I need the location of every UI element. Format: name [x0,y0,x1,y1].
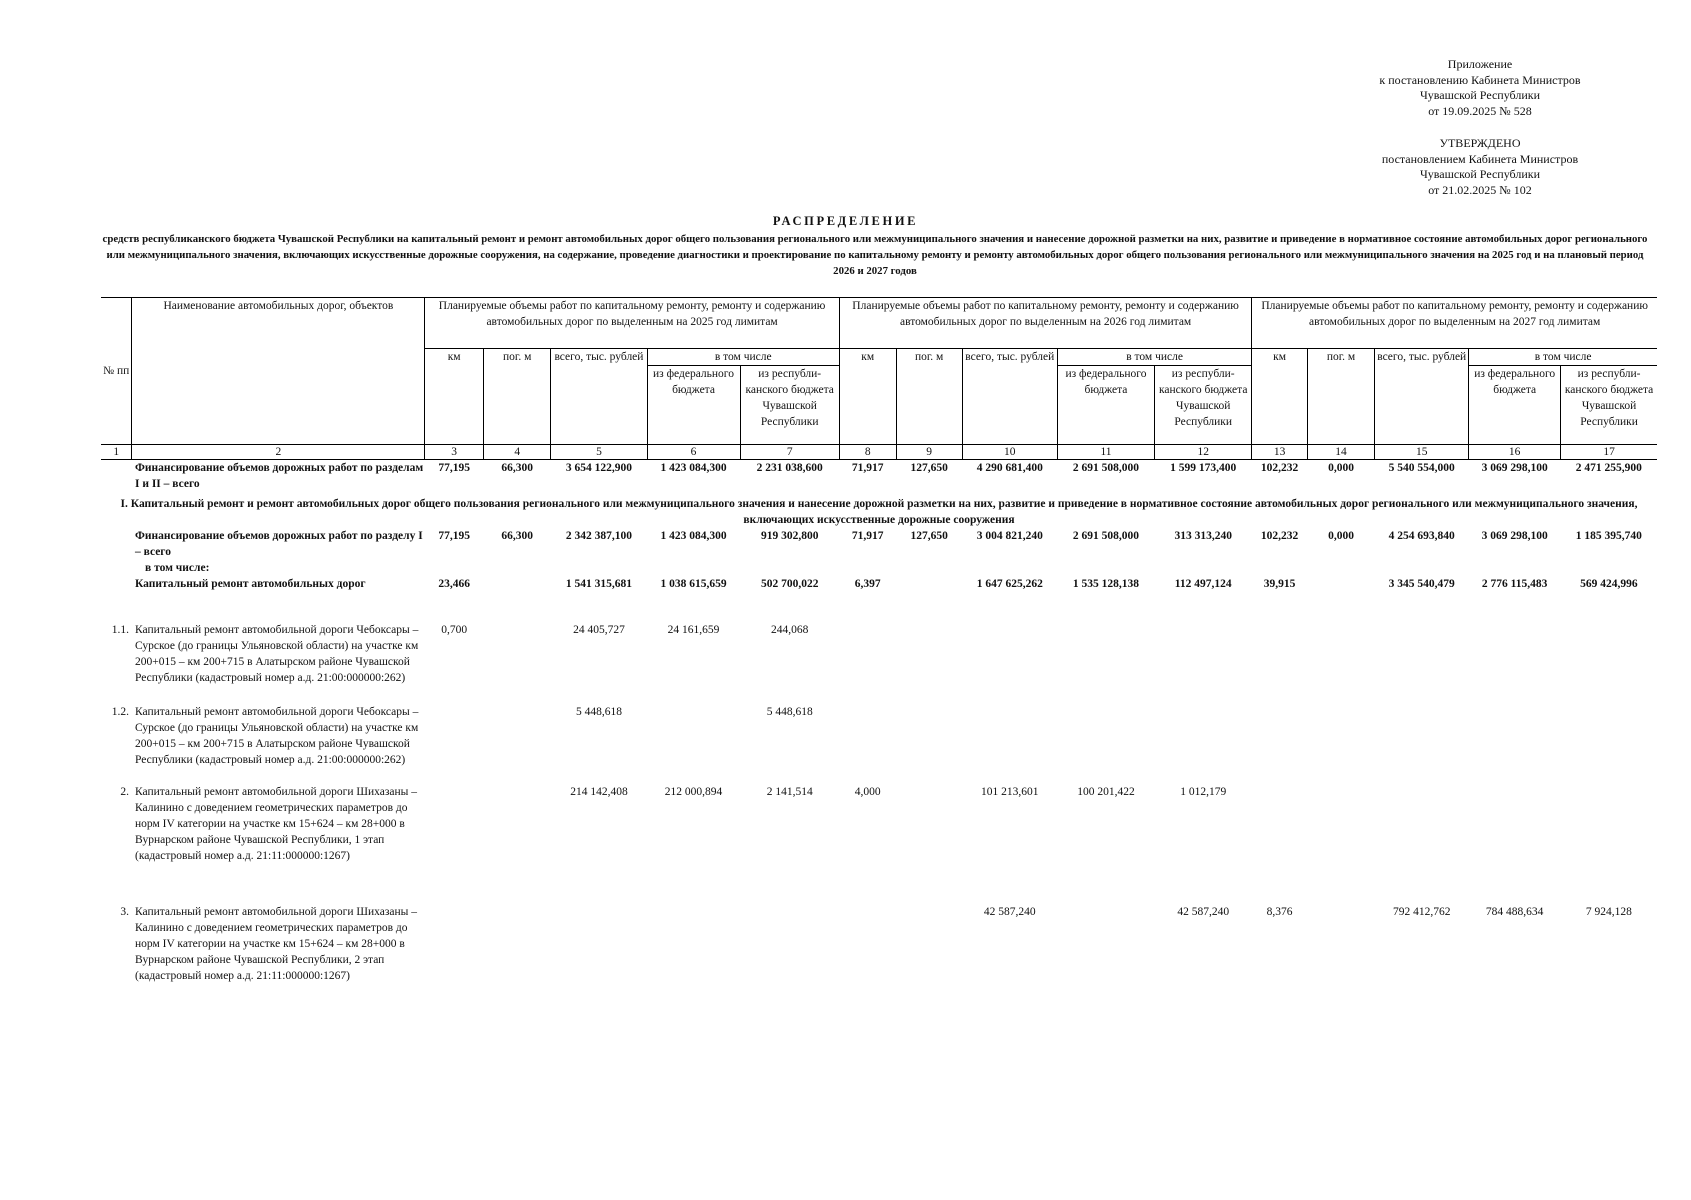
cell-value [1469,784,1561,904]
cell-value [484,622,551,704]
section-heading-row [101,496,1657,528]
cell-value: 1 599 173,400 [1170,462,1237,474]
header-fed: из федерального бюджета [1057,366,1154,445]
column-number: 8 [839,445,896,460]
cell-value: 313 313,240 [1174,530,1232,542]
header-group-2027: Планируемые объемы работ по капитальному ремонту, ремонту и содержанию автомобильных дорог по выделенным на 2027 год лимитам [1252,298,1657,349]
table-row [101,528,1657,576]
cell-value: 792 412,762 [1392,906,1451,918]
header-pogm: пог. м [896,349,962,445]
cell-value: 244,068 [771,624,809,636]
column-number: 14 [1307,445,1374,460]
cell-value: 2 691 508,000 [1072,530,1140,542]
column-number: 1 [101,445,132,460]
cell-value: 2 141,514 [766,786,813,798]
cell-value: 1 185 395,740 [1575,530,1642,542]
cell-value [551,904,647,1024]
column-number: 2 [132,445,425,460]
row-number: 1.2. [111,706,129,718]
cell-value [1307,576,1374,622]
cell-value: 0,700 [441,624,468,636]
cell-value: 3 004 821,240 [976,530,1043,542]
distribution-table [101,297,1657,1024]
cell-value: 77,195 [438,530,470,542]
appendix-line: от 19.09.2025 № 528 [1428,103,1532,118]
cell-value: 102,232 [1260,530,1299,542]
cell-value [1561,704,1657,784]
row-name: Финансирование объемов дорожных работ по разделам I и II – всего [134,462,424,490]
appendix-block [1330,57,1630,119]
header-incl: в том числе [647,349,839,366]
cell-value [1561,784,1657,904]
approved-line: от 21.02.2025 № 102 [1428,182,1532,197]
column-number-row [101,445,1657,460]
cell-value [1057,622,1154,704]
appendix-line: Приложение [1447,57,1513,71]
cell-value: 784 488,634 [1485,906,1544,918]
header-km: км [839,349,896,445]
cell-value: 214 142,408 [570,786,628,798]
cell-value [896,576,962,622]
header-col-no: № пп [101,298,132,445]
cell-value: 66,300 [501,462,534,474]
cell-value: 1 038 615,659 [660,578,727,590]
cell-value [839,904,896,1024]
column-number: 11 [1057,445,1154,460]
table-row [101,576,1657,622]
cell-value [484,904,551,1024]
cell-value: 24 161,659 [667,624,720,636]
header-group-2025: Планируемые объемы работ по капитальному ремонту, ремонту и содержанию автомобильных дорог по выделенным на 2025 год лимитам [425,298,840,349]
cell-value: 71,917 [851,530,884,542]
cell-value: 1 012,179 [1180,786,1227,798]
cell-value: 2 342 387,100 [565,530,632,542]
cell-value [896,904,962,1024]
row-number [101,460,132,497]
cell-value: 1 423 084,300 [660,462,727,474]
document-subtitle: средств республиканского бюджета Чувашской Республики на капитальный ремонт и ремонт автомобильных дорог общего пользования регионального или межмуниципального значения и нанесение дорожной разметки на них, развитие и приведение в нормативное состояние автомобильных дорог регионального или межмуниципального значения, включающих искусственные дорожные сооружения, на содержание, проведение диагностики и проектирование по капитальному ремонту и ремонту автомобильных дорог общего пользования регионального или межмуниципального значения на 2025 год и на плановый период 2026 и 2027 годов [102,233,1648,277]
column-number: 7 [740,445,839,460]
cell-value: 7 924,128 [1585,906,1632,918]
cell-value: 3 069 298,100 [1481,462,1548,474]
cell-value [896,784,962,904]
header-incl: в том числе [1057,349,1251,366]
cell-value: 569 424,996 [1580,578,1638,590]
cell-value: 2 691 508,000 [1072,462,1140,474]
cell-value: 502 700,022 [760,578,819,590]
cell-value: 4,000 [854,786,881,798]
cell-value [1561,622,1657,704]
cell-value: 1 541 315,681 [565,578,632,590]
cell-value [1252,622,1308,704]
cell-value: 102,232 [1260,462,1299,474]
column-number: 4 [484,445,551,460]
cell-value: 127,650 [910,530,948,542]
cell-value: 2 471 255,900 [1575,462,1642,474]
header-pogm: пог. м [484,349,551,445]
row-number: 2. [120,786,129,798]
cell-value [1375,704,1469,784]
cell-value: 5 540 554,000 [1388,462,1455,474]
cell-value [896,704,962,784]
cell-value [425,784,484,904]
cell-value [1057,904,1154,1024]
cell-value [484,704,551,784]
cell-value: 1 647 625,262 [976,578,1043,590]
row-name: Капитальный ремонт автомобильной дороги Шихазаны – Калинино с доведением геометрических параметров до норм IV категории на участке км 15+624 – км 28+000 в Вурнарском районе Чувашской Республики, 1 этап (кадастровый номер а.д. 21:11:000000:1267) [134,786,418,862]
row-name: Капитальный ремонт автомобильной дороги Шихазаны – Калинино с доведением геометрических параметров до норм IV категории на участке км 15+624 – км 28+000 в Вурнарском районе Чувашской Республики, 2 этап (кадастровый номер а.д. 21:11:000000:1267) [134,906,418,982]
cell-value [484,576,551,622]
cell-value: 212 000,894 [664,786,723,798]
cell-value: 100 201,422 [1077,786,1135,798]
cell-value: 5 448,618 [575,706,622,718]
cell-value [1057,704,1154,784]
cell-value: 4 290 681,400 [976,462,1043,474]
header-km: км [1252,349,1308,445]
column-number: 13 [1252,445,1308,460]
header-km: км [425,349,484,445]
header-col-name: Наименование автомобильных дорог, объектов [132,298,425,445]
cell-value: 3 654 122,900 [565,462,632,474]
column-number: 5 [551,445,647,460]
document-title: РАСПРЕДЕЛЕНИЕ [772,214,919,228]
section-heading: I. Капитальный ремонт и ремонт автомобильных дорог общего пользования регионального или межмуниципального значения и нанесение дорожной разметки на них, развитие и приведение в нормативное состояние автомобильных дорог регионального или межмуниципального значения, включающих искусственные дорожные сооружения [120,498,1638,526]
appendix-line: Чувашской Республики [1419,88,1541,102]
approved-line: Чувашской Республики [1419,167,1541,181]
cell-value [1375,784,1469,904]
cell-value [839,704,896,784]
cell-value [1307,904,1374,1024]
header-fed: из федерального бюджета [1469,366,1561,445]
cell-value: 4 254 693,840 [1388,530,1455,542]
column-number: 16 [1469,445,1561,460]
row-name: Капитальный ремонт автомобильных дорог [134,578,366,590]
table-row [101,460,1657,497]
row-number [101,576,132,622]
column-number: 12 [1155,445,1252,460]
cell-value [425,904,484,1024]
cell-value: 42 587,240 [983,906,1036,918]
row-name: Финансирование объемов дорожных работ по разделу I – всего [134,530,423,558]
cell-value: 8,376 [1266,906,1293,918]
header-rep: из республи-канского бюджета Чувашской Республики [1155,366,1252,445]
cell-value [1155,704,1252,784]
cell-value [1307,704,1374,784]
cell-value [1375,622,1469,704]
cell-value: 39,915 [1263,578,1296,590]
row-name-sub: в том числе: [144,562,210,574]
cell-value: 71,917 [851,462,884,474]
cell-value [1252,704,1308,784]
cell-value [425,704,484,784]
cell-value: 24 405,727 [573,624,625,636]
table-row [101,704,1657,784]
cell-value: 127,650 [910,462,948,474]
cell-value: 919 302,800 [760,530,819,542]
table-row [101,784,1657,904]
cell-value: 3 345 540,479 [1388,578,1455,590]
cell-value [962,622,1057,704]
approved-block [1330,136,1630,198]
cell-value: 2 776 115,483 [1481,578,1548,590]
approved-line: постановлением Кабинета Министров [1381,151,1579,166]
row-name: Капитальный ремонт автомобильной дороги Чебоксары – Сурское (до границы Ульяновской области) на участке км 200+015 – км 200+715 в Алатырском районе Чувашской Республики (кадастровый номер а.д. 21:00:000000:262) [134,706,419,766]
cell-value: 1 423 084,300 [660,530,727,542]
cell-value: 6,397 [854,578,881,590]
column-number: 17 [1561,445,1657,460]
row-name-cell [132,528,425,576]
cell-value: 77,195 [438,462,470,474]
table-row [101,622,1657,704]
header-incl: в том числе [1469,349,1657,366]
cell-value: 112 497,124 [1174,578,1232,590]
cell-value: 23,466 [438,578,470,590]
cell-value: 101 213,601 [981,786,1039,798]
cell-value [740,904,839,1024]
cell-value: 3 069 298,100 [1481,530,1548,542]
header-fed: из федерального бюджета [647,366,740,445]
cell-value [896,622,962,704]
column-number: 15 [1375,445,1469,460]
cell-value [1469,704,1561,784]
header-group-2026: Планируемые объемы работ по капитальному ремонту, ремонту и содержанию автомобильных дорог по выделенным на 2026 год лимитам [839,298,1251,349]
column-number: 6 [647,445,740,460]
cell-value: 5 448,618 [766,706,813,718]
column-number: 10 [962,445,1057,460]
header-rep: из республи-канского бюджета Чувашской Республики [1561,366,1657,445]
cell-value [647,704,740,784]
cell-value [1307,622,1374,704]
appendix-line: к постановлению Кабинета Министров [1379,72,1581,87]
cell-value: 0,000 [1328,530,1354,542]
cell-value [484,784,551,904]
header-total: всего, тыс. рублей [1375,349,1469,445]
cell-value [647,904,740,1024]
cell-value [1307,784,1374,904]
cell-value: 42 587,240 [1177,906,1230,918]
header-total: всего, тыс. рублей [962,349,1057,445]
column-number: 3 [425,445,484,460]
cell-value: 66,300 [501,530,534,542]
header-total: всего, тыс. рублей [551,349,647,445]
cell-value: 0,000 [1328,462,1354,474]
cell-value [839,622,896,704]
cell-value: 1 535 128,138 [1072,578,1140,590]
cell-value [1469,622,1561,704]
row-number: 3. [120,906,129,918]
cell-value [1155,622,1252,704]
approved-line: УТВЕРЖДЕНО [1439,136,1521,150]
row-number [101,528,132,576]
header-rep: из республи-канского бюджета Чувашской Республики [740,366,839,445]
header-pogm: пог. м [1307,349,1374,445]
column-number: 9 [896,445,962,460]
row-name: Капитальный ремонт автомобильной дороги Чебоксары – Сурское (до границы Ульяновской области) на участке км 200+015 – км 200+715 в Алатырском районе Чувашской Республики (кадастровый номер а.д. 21:00:000000:262) [134,624,419,684]
cell-value [1252,784,1308,904]
row-number: 1.1. [111,624,129,636]
cell-value [962,704,1057,784]
table-row [101,904,1657,1024]
cell-value: 2 231 038,600 [756,462,823,474]
